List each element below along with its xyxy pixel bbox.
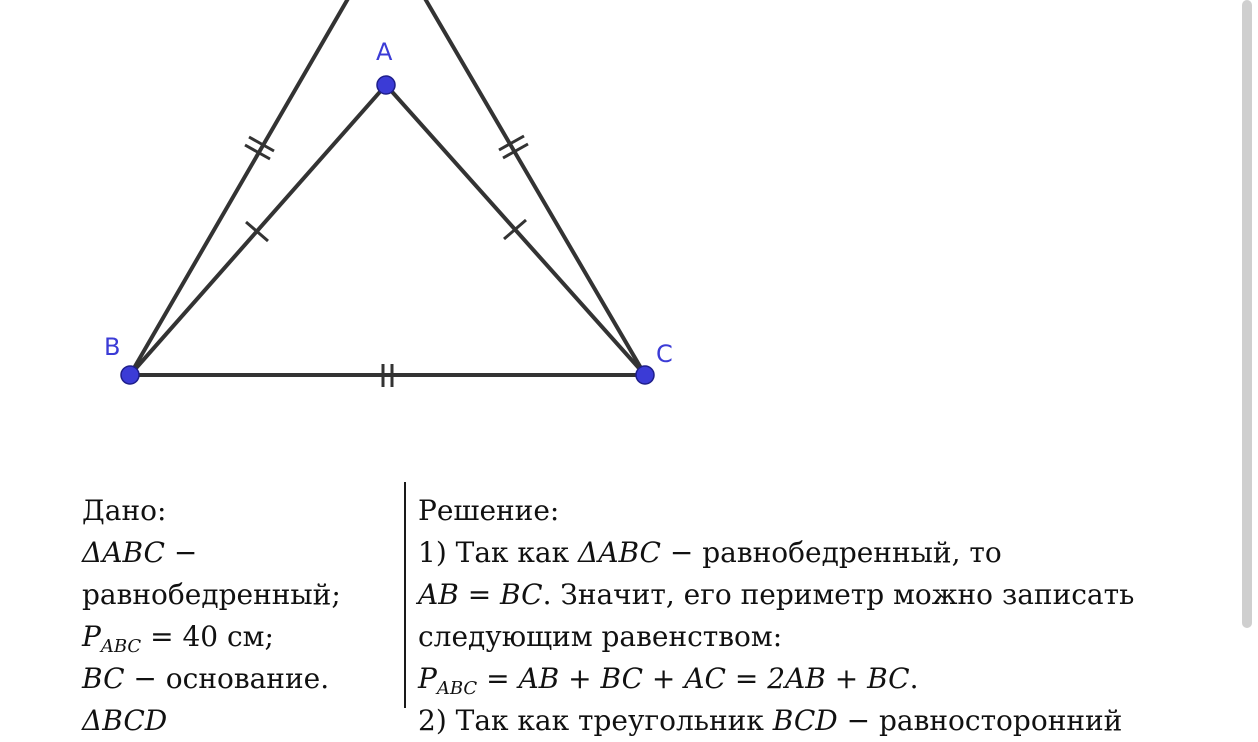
given-perimeter-value: = 40 см; — [141, 620, 274, 653]
solution-step1-math: ΔABC — [578, 536, 661, 569]
solution-line — [418, 616, 1218, 658]
solution-step1-post: − равнобедренный, то — [660, 536, 1002, 569]
given-triangle: ΔABC — [82, 536, 165, 569]
solution-line — [418, 490, 1218, 532]
solution-next-equality: следующим равенством: — [418, 620, 783, 653]
segment-cd — [420, 0, 645, 375]
solution-text-area — [0, 482, 1240, 737]
label-c: C — [656, 340, 673, 368]
point-c[interactable] — [636, 366, 654, 384]
label-a: A — [376, 38, 393, 66]
given-base-symbol: BC — [82, 662, 125, 695]
segment-bd — [130, 0, 353, 375]
given-line — [82, 490, 341, 532]
solution-step1-pre: 1) Так как — [418, 536, 579, 569]
point-a[interactable] — [377, 76, 395, 94]
solution-perimeter-formula: = AB + BC + AC = 2AB + BC — [477, 662, 910, 695]
given-column — [82, 490, 341, 742]
given-line — [82, 616, 341, 658]
solution-perimeter-dot: . — [909, 662, 919, 695]
solution-column — [418, 490, 1218, 742]
solution-equality: AB = BC — [418, 578, 543, 611]
solution-line — [418, 700, 1218, 742]
given-line — [82, 658, 341, 700]
given-isosceles: равнобедренный; — [82, 578, 341, 611]
point-b[interactable] — [121, 366, 139, 384]
solution-line — [418, 532, 1218, 574]
given-line — [82, 700, 341, 742]
given-base-text: − основание. — [124, 662, 330, 695]
given-dash: − — [164, 536, 198, 569]
solution-step2-post: − равносторонний — [837, 704, 1123, 737]
solution-equality-text: . Значит, его периметр можно записать — [542, 578, 1135, 611]
given-line — [82, 574, 341, 616]
given-line — [82, 532, 341, 574]
solution-line — [418, 658, 1218, 700]
solution-step2-pre: 2) Так как треугольник — [418, 704, 773, 737]
solution-perimeter-subscript: ABC — [436, 678, 478, 699]
given-perimeter-symbol: P — [82, 620, 101, 653]
solution-heading: Решение: — [418, 494, 560, 527]
given-perimeter-subscript: ABC — [100, 636, 142, 657]
given-triangle-bcd: ΔBCD — [82, 704, 168, 737]
given-heading: Дано: — [82, 494, 167, 527]
solution-step2-math: BCD — [772, 704, 838, 737]
column-divider — [404, 482, 406, 708]
solution-line — [418, 574, 1218, 616]
label-b: B — [104, 333, 121, 361]
scrollbar[interactable] — [1242, 0, 1252, 628]
segment-ab — [130, 85, 386, 375]
solution-perimeter-symbol: P — [418, 662, 437, 695]
